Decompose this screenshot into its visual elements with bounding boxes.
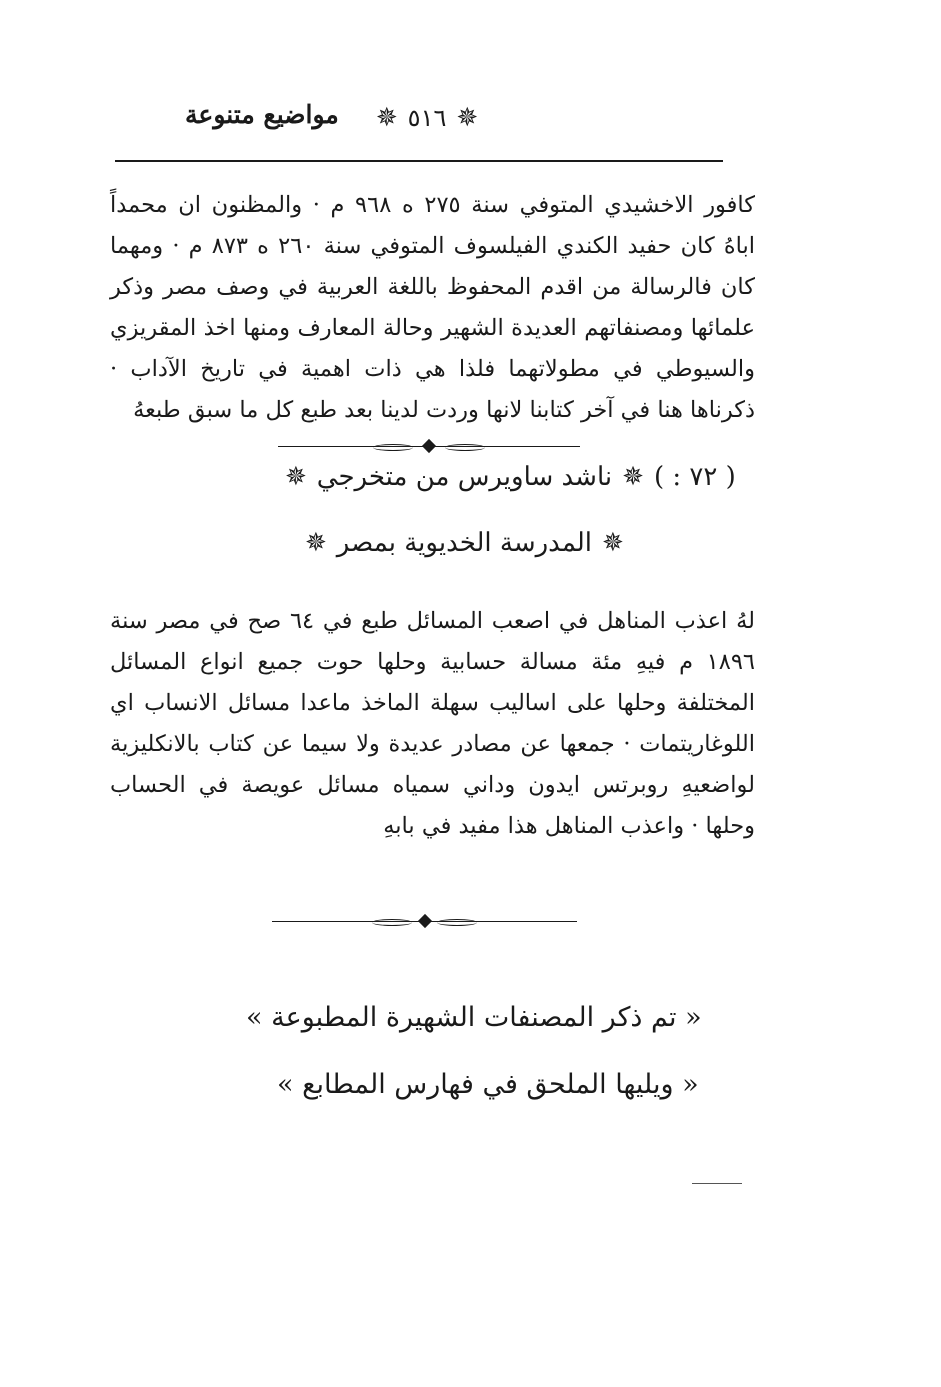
header-rule — [115, 160, 723, 162]
ornamental-divider — [272, 916, 577, 928]
footer-dash — [692, 1183, 742, 1184]
star-ornament-icon: ✵ — [456, 103, 479, 133]
star-ornament-icon: ✵ — [602, 528, 624, 558]
page-number-block — [362, 104, 492, 132]
entry-school-line: المدرسة الخديوية بمصر — [336, 528, 593, 558]
entry-description: لهُ اعذب المناهل في اصعب المسائل طبع في ٦٤ صح في مصر سنة ١٨٩٦ م فيهِ مئة مسالة حسابية وحلها حوت جميع انواع المسائل المختلفة وحلها على اساليب سهلة الماخذ ماعدا مسائل الانساب اي اللوغاريتمات · جمعها عن مصادر عديدة ولا سيما عن كتاب بالانكليزية لواضعيهِ روبرتس ايدون وداني سمياه مسائل عويصة في الحساب وحلها · واعذب المناهل هذا مفيد في بابهِ — [110, 608, 756, 839]
entry-author-line: ناشد ساويرس من متخرجي — [316, 462, 613, 492]
entry-heading-second-line — [305, 528, 624, 558]
closing-line-2: « ويليها الملحق في فهارس المطابع » — [277, 1069, 699, 1100]
page-number: ٥١٦ — [407, 104, 447, 132]
star-ornament-icon: ✵ — [285, 462, 307, 492]
star-ornament-icon: ✵ — [622, 462, 644, 492]
entry-heading — [285, 462, 736, 492]
paragraph-continued: كافور الاخشيدي المتوفي سنة ٢٧٥ ه ٩٦٨ م · والمظنون ان محمداً اباهُ كان حفيد الكندي الفيلسوف المتوفي سنة ٢٦٠ ه ٨٧٣ م · ومهما كان فالرسالة من اقدم المحفوظ باللغة العربية في وصف مصر وذكر علمائها ومصنفاتهم العديدة الشهير وحالة المعارف ومنها اخذ المقريزي والسيوطي في مطولاتهما فلذا هي ذات اهمية في تاريخ الآداب · ذكرناها هنا في آخر كتابنا لانها وردت لدينا بعد طبع كل ما سبق طبعهُ — [110, 192, 756, 423]
star-ornament-icon: ✵ — [375, 103, 398, 133]
entry-number: ( ٧٢ : ) — [653, 462, 736, 492]
running-head: مواضيع متنوعة — [185, 100, 339, 129]
ornamental-divider — [278, 441, 580, 453]
star-ornament-icon: ✵ — [305, 528, 327, 558]
closing-line-1: « تم ذكر المصنفات الشهيرة المطبوعة » — [246, 1002, 702, 1033]
